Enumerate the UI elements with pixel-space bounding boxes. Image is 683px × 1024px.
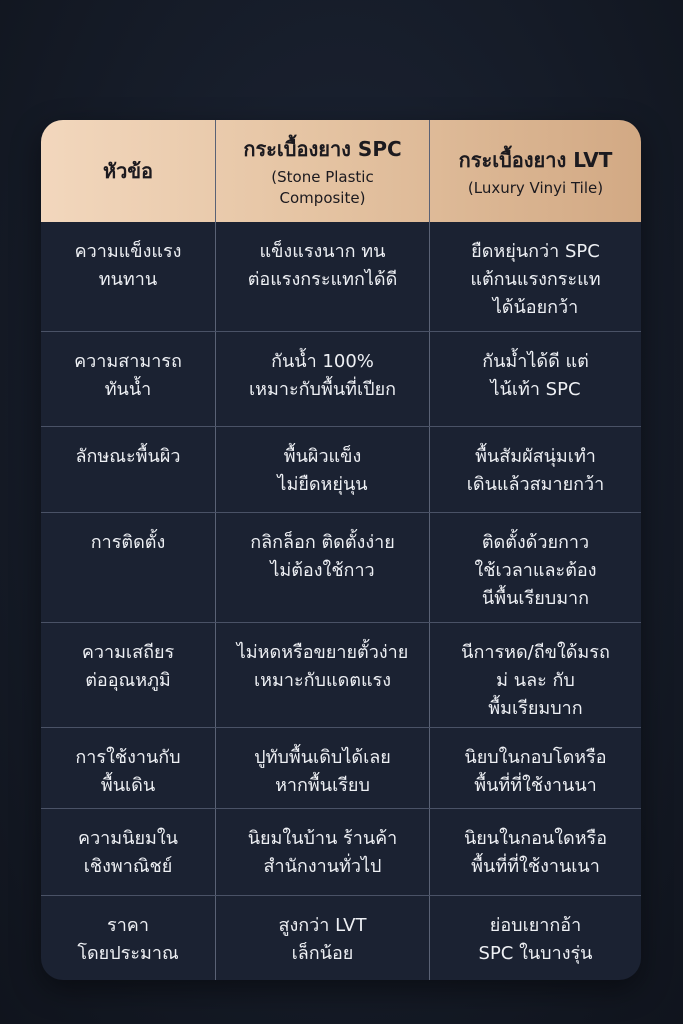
comparison-table — [41, 120, 641, 980]
table-cell-lvt: ย่อบเยากอ้า SPC ในบางรุ่น — [478, 915, 593, 964]
header-lvt-sub: (Luxury Vinyi Tile) — [467, 178, 604, 197]
table-cell-topic: ราคา โดยประมาณ — [77, 915, 179, 964]
table-cell-lvt: นีการหด/ถีขใด้มรถ ม่ นละ กับ พื้มเรียมบาก — [461, 642, 610, 719]
table-cell-topic: ความสามารถ ทันน้ำ — [74, 351, 182, 400]
header-spc-label: กระเบื้องยาง SPC — [243, 137, 402, 161]
table-cell-lvt: พื้นสัมผัสนุ่มเทำ เดินแล้วสมายกว้า — [466, 446, 605, 495]
table-cell-spc: สูงกว่า LVT เล็กน้อย — [278, 915, 367, 964]
header-spc — [216, 120, 429, 222]
table-cell-topic: ความเสถียร ต่ออุณหภูมิ — [81, 642, 175, 691]
header-topic — [41, 120, 215, 222]
table-cell-topic: การใช้งานกับ พื้นเดิน — [75, 747, 181, 796]
table-cell-spc: กันน้ำ 100% เหมาะกับพื้นที่เปียก — [248, 351, 397, 400]
header-lvt — [430, 120, 641, 222]
table-cell-topic: ความนิยมใน เชิงพาณิชย์ — [78, 828, 178, 877]
table-cell-spc: ปูทับพื้นเดิบได้เลย หากพื้นเรียบ — [254, 747, 391, 796]
table-cell-spc: กลิกล็อก ติดตั้งง่าย ไม่ต้องใช้กาว — [250, 532, 395, 581]
table-cell-lvt: ติดตั้งด้วยกาว ใช้เวลาและต้อง นีพื้นเรียบมาก — [474, 532, 597, 609]
table-cell-lvt: กันม้ำได้ดี แต่ ไน้เท้า SPC — [482, 351, 589, 400]
table-cell-topic: การติดตั้ง — [90, 532, 166, 553]
table-header — [41, 120, 641, 222]
header-topic-label: หัวข้อ — [102, 159, 154, 183]
header-lvt-label: กระเบื้องยาง LVT — [458, 147, 613, 172]
table-cell-lvt: นิยบในกอบโดหรือ พื้นที่ที่ใช้งานนา — [464, 747, 607, 796]
table-cell-lvt: นิยนในกอนใดหรือ พื้นที่ที่ใช้งานเนา — [463, 828, 608, 877]
table-cell-spc: พื้นผิวแข็ง ไม่ยืดหยุ่นุน — [277, 446, 368, 495]
table-cell-spc: นิยมในบ้าน ร้านค้า สำนักงานทั่วไป — [247, 828, 398, 877]
table-cell-spc: ไม่หดหรือขยายตั้วง่าย เหมาะกับแดตแรง — [236, 642, 409, 691]
table-cell-topic: ลักษณะพื้นผิว — [75, 446, 181, 467]
table-cell-topic: ความแข็งแรง ทนทาน — [74, 241, 182, 290]
header-spc-sub: (Stone Plastic Composite) — [271, 168, 374, 207]
table-cell-lvt: ยืดหยุ่นกว่า SPC แต้กนแรงกระแท ได้น้อยกว้า — [470, 241, 601, 318]
table-cell-spc: แข็งแรงนาก ทน ต่อแรงกระแทกได้ดี — [247, 241, 398, 290]
